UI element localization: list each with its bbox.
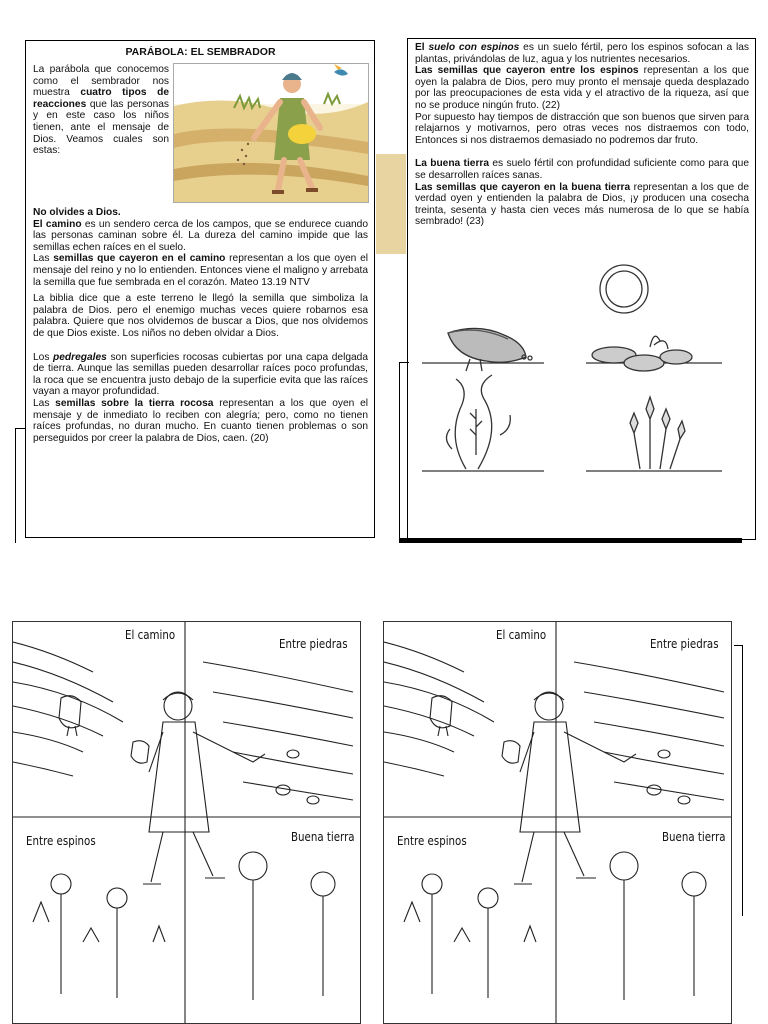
distraccion-paragraph: Por supuesto hay tiempos de distracción que son buenos que sirven para relajarnos y motivarnos, pero otras veces nos distraemos con todo, Entonces si nos distraemos demasiado no podremos dar fruto. — [415, 111, 749, 146]
coloring-sheet-1-drawing — [13, 622, 361, 1024]
espinos-seeds-text: representan a los que oyen la palabra de Dios, pero muy pronto el mensaje queda desplazado por las preocupaciones de esta vida y el atractivo de la riqueza, así que no se produce ningún fruto. (22) — [415, 65, 749, 111]
camino-seeds-prefix: Las — [33, 253, 54, 265]
camino-seeds-text: representan a los que oyen el mensaje del reino y no lo entienden. Entonces viene el maligno y arrebata la semilla que fue sembrada en el corazón. Mateo 13.19 NTV — [33, 253, 368, 288]
label-buena-tierra: Buena tierra — [291, 829, 355, 844]
right-bottom-rule — [400, 538, 742, 543]
coloring-sheet-2 — [383, 621, 732, 1024]
image-fragment — [376, 154, 406, 254]
pedregales-term: pedregales — [53, 351, 107, 363]
rocosa-prefix: Las — [33, 397, 56, 409]
coloring-sheet-1 — [12, 621, 361, 1024]
espinos-paragraph — [415, 42, 749, 65]
left-text-panel — [25, 40, 375, 538]
rocosa-paragraph — [33, 398, 368, 444]
reminder-heading: No olvides a Dios. — [33, 207, 121, 218]
right-bracket-line — [399, 362, 409, 543]
espinos-seeds-paragraph — [415, 65, 749, 111]
label-el-camino: El camino — [125, 627, 176, 642]
camino-paragraph — [33, 219, 368, 254]
rocosa-text: representan a los que oyen el mensaje y de inmediato lo reciben con alegría; pero, como no tienen raíces profundas, no duran mucho. En cuanto tienen problemas o son perseguidos por creer la palabra de Dios, caen. (20) — [33, 397, 368, 444]
sower-illustration — [173, 63, 369, 203]
label-el-camino: El camino — [496, 627, 547, 642]
espinos-text: es un suelo fértil, pero los espinos sofocan a las plantas, privándolas de luz, agua y los nutrientes necesarios. — [415, 42, 749, 65]
page-title: PARÁBOLA: EL SEMBRADOR — [125, 46, 276, 58]
rocosa-bold: semillas sobre la tierra rocosa — [55, 397, 214, 409]
espinos-term: suelo con espinos — [428, 42, 520, 53]
label-entre-piedras: Entre piedras — [279, 636, 348, 651]
camino-seeds-paragraph — [33, 253, 368, 288]
buena-text: es suelo fértil con profundidad suficiente como para que se desarrollen raíces sanas. — [415, 158, 749, 181]
buena-seeds-bold: Las semillas que cayeron en la buena tierra — [415, 181, 631, 193]
intro-text: La parábola que conocemos como el sembrador nos muestra — [33, 64, 169, 99]
camino-seeds-bold: semillas que cayeron en el camino — [53, 253, 226, 265]
pedregales-prefix: Los — [33, 351, 54, 363]
espinos-seeds-bold: Las semillas que cayeron entre los espinos — [415, 65, 639, 77]
sheet-2-side-line — [734, 645, 743, 916]
buena-term: La buena tierra — [415, 158, 490, 170]
pedregales-text: son superficies rocosas cubiertas por una capa delgada de tierra. Aunque las semillas pueden desarrollar raíces poco profundas, la roca que se encuentra justo debajo de la superficie evita que las raíces vayan a mayor profundidad. — [33, 351, 368, 398]
intro-text-2: que las personas y en este caso los niños tienen, ante el mensaje de Dios. Veamos cuales son estas: — [33, 98, 169, 157]
camino-term: El camino — [33, 218, 82, 230]
buena-seeds-paragraph — [415, 182, 749, 228]
coloring-sheet-2-drawing — [384, 622, 732, 1024]
left-bracket-line — [15, 428, 26, 543]
buena-paragraph — [415, 158, 749, 181]
right-text-body — [415, 42, 749, 228]
camino-text: es un sendero cerca de los campos, que se endurece cuando las personas caminan sobre él. La dureza del camino impide que las semillas echen raíces en el suelo. — [33, 218, 368, 253]
intro-bold: cuatro tipos de reacciones — [33, 87, 169, 110]
label-buena-tierra: Buena tierra — [662, 829, 726, 844]
biblia-paragraph: La biblia dice que a este terreno le llegó la semilla que simboliza la palabra de Dios. pero el enemigo muchas veces quiere robarnos esa palabra. Quiere que nos olvidemos de buscar a Dios, que nos olvidemos de que Dios existe. Los niños no deben olvidar a Dios. — [33, 293, 368, 339]
espinos-prefix: El — [415, 42, 429, 53]
right-text-panel — [407, 38, 756, 540]
label-entre-espinos: Entre espinos — [397, 833, 467, 848]
pedregales-paragraph — [33, 352, 368, 398]
label-entre-piedras: Entre piedras — [650, 636, 719, 651]
label-entre-espinos: Entre espinos — [26, 833, 96, 848]
soil-drawings — [418, 259, 748, 484]
buena-seeds-text: representan a los que de verdad oyen y entienden la palabra de Dios, ¡y producen una cosecha treinta, sesenta y hasta cien veces más numerosa de lo que se había sembrado! (23) — [415, 181, 749, 228]
